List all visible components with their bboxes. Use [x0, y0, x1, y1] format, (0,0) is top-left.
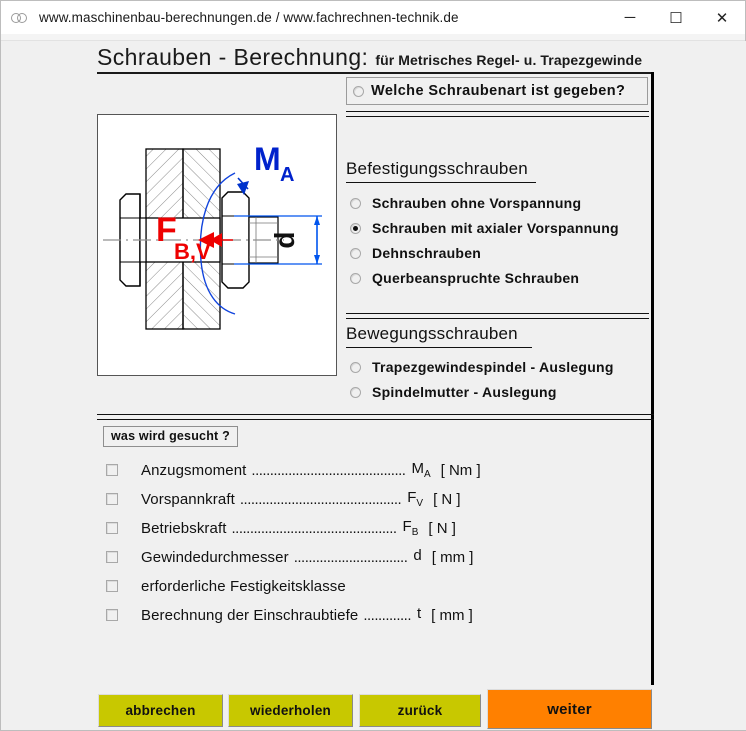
group-title-bewegungsschrauben: Bewegungsschrauben [346, 324, 518, 343]
lower-separator [97, 414, 654, 420]
checkbox-label: Berechnung der Einschraubtiefe [141, 606, 359, 624]
symbol-sub: A [423, 469, 431, 480]
checkbox-row-einschraubtiefe[interactable] [106, 604, 606, 626]
header-rule [97, 72, 654, 74]
zurueck-button[interactable]: zurück [359, 694, 481, 727]
bolted-joint-svg [98, 115, 336, 375]
minimize-button[interactable]: ─ [607, 1, 653, 34]
link-circles-icon [11, 9, 29, 27]
unit-label: [ N ] [428, 519, 456, 537]
radio-label: Spindelmutter - Auslegung [372, 384, 557, 400]
radio-icon[interactable] [350, 362, 361, 373]
group-separator [346, 313, 649, 319]
radio-icon[interactable] [350, 223, 361, 234]
checkbox-icon[interactable] [106, 551, 118, 563]
window-title: www.maschinenbau-berechnungen.de / www.fachrechnen-technik.de [39, 10, 459, 25]
checkbox-row-anzugsmoment[interactable] [106, 459, 606, 481]
radio-icon[interactable] [350, 198, 361, 209]
checkbox-row-gewindedurchmesser[interactable] [106, 546, 606, 568]
checkbox-icon[interactable] [106, 522, 118, 534]
radio-icon[interactable] [350, 248, 361, 259]
question-separator [346, 111, 649, 117]
checkbox-icon[interactable] [106, 580, 118, 592]
symbol [413, 547, 421, 567]
title-bar [1, 1, 745, 34]
radio-option-schrauben-ohne-vorspannung[interactable] [350, 194, 581, 212]
question-box[interactable] [346, 77, 648, 105]
radio-label: Schrauben ohne Vorspannung [372, 195, 582, 211]
checkbox-icon[interactable] [106, 464, 118, 476]
leader-dots: ............................... [293, 548, 408, 566]
maximize-button[interactable]: ☐ [653, 1, 699, 34]
abbrechen-button[interactable]: abbrechen [98, 694, 223, 727]
unit-label: [ mm ] [431, 606, 473, 624]
symbol-base: t [417, 605, 422, 622]
leader-dots: ............................................. [231, 519, 397, 537]
checkbox-label: Betriebskraft [141, 519, 227, 537]
radio-icon[interactable] [350, 387, 361, 398]
checkbox-label: Vorspannkraft [141, 490, 235, 508]
checkbox-row-festigkeitsklasse[interactable] [106, 575, 606, 597]
leader-dots: ............................................ [239, 490, 402, 508]
leader-dots: ............. [363, 606, 411, 624]
page-title-main: Schrauben - Berechnung: [97, 44, 369, 70]
leader-dots: .......................................... [251, 461, 406, 479]
unit-label: [ Nm ] [440, 461, 481, 479]
symbol-sub: V [416, 498, 424, 509]
checkbox-icon[interactable] [106, 493, 118, 505]
weiter-button[interactable]: weiter [487, 689, 652, 729]
checkbox-label: Anzugsmoment [141, 461, 247, 479]
radio-label: Trapezgewindespindel - Auslegung [372, 359, 614, 375]
radio-label: Querbeanspruchte Schrauben [372, 270, 580, 286]
question-label: Welche Schraubenart ist gegeben? [371, 83, 626, 99]
checkbox-row-betriebskraft[interactable] [106, 517, 606, 539]
checkbox-icon[interactable] [106, 609, 118, 621]
force-label: F [156, 211, 177, 249]
radio-label: Dehnschrauben [372, 245, 482, 261]
radio-option-schrauben-mit-axialer-vorspannung[interactable] [350, 219, 619, 237]
page-title [97, 44, 657, 71]
page-title-sub: für Metrisches Regel- u. Trapezgewinde [375, 52, 643, 68]
window-controls [607, 1, 745, 34]
radio-option-trapezgewindespindel-auslegung[interactable] [350, 358, 614, 376]
question-radio[interactable] [353, 86, 364, 97]
search-section-tag: was wird gesucht ? [103, 426, 238, 447]
radio-option-dehnschrauben[interactable] [350, 244, 481, 262]
symbol [417, 605, 421, 625]
symbol [411, 460, 430, 480]
group-title-befestigungsschrauben: Befestigungsschrauben [346, 159, 528, 178]
unit-label: [ N ] [433, 490, 461, 508]
symbol [407, 489, 423, 509]
wiederholen-button[interactable]: wiederholen [228, 694, 353, 727]
symbol [403, 518, 419, 538]
bolted-joint-diagram [97, 114, 337, 376]
group-underline-2 [346, 347, 532, 348]
content-frame-right-line [651, 72, 654, 685]
close-button[interactable]: ✕ [699, 1, 745, 34]
torque-label: M [254, 141, 281, 177]
symbol-base: d [413, 547, 422, 564]
diameter-label: d [269, 231, 300, 249]
radio-option-querbeanspruchte-schrauben[interactable] [350, 269, 579, 287]
symbol-base: F [407, 489, 417, 506]
radio-label: Schrauben mit axialer Vorspannung [372, 220, 619, 236]
symbol-base: M [411, 460, 424, 477]
app-content [2, 41, 746, 730]
symbol-sub: B [411, 527, 419, 538]
checkbox-label: erforderliche Festigkeitsklasse [141, 577, 346, 595]
radio-icon[interactable] [350, 273, 361, 284]
checkbox-label: Gewindedurchmesser [141, 548, 289, 566]
unit-label: [ mm ] [431, 548, 474, 566]
checkbox-row-vorspannkraft[interactable] [106, 488, 606, 510]
symbol-base: F [402, 518, 412, 535]
group-underline-1 [346, 182, 536, 183]
force-sublabel: B,V [174, 239, 211, 264]
radio-option-spindelmutter-auslegung[interactable] [350, 383, 557, 401]
torque-sublabel: A [280, 164, 295, 186]
